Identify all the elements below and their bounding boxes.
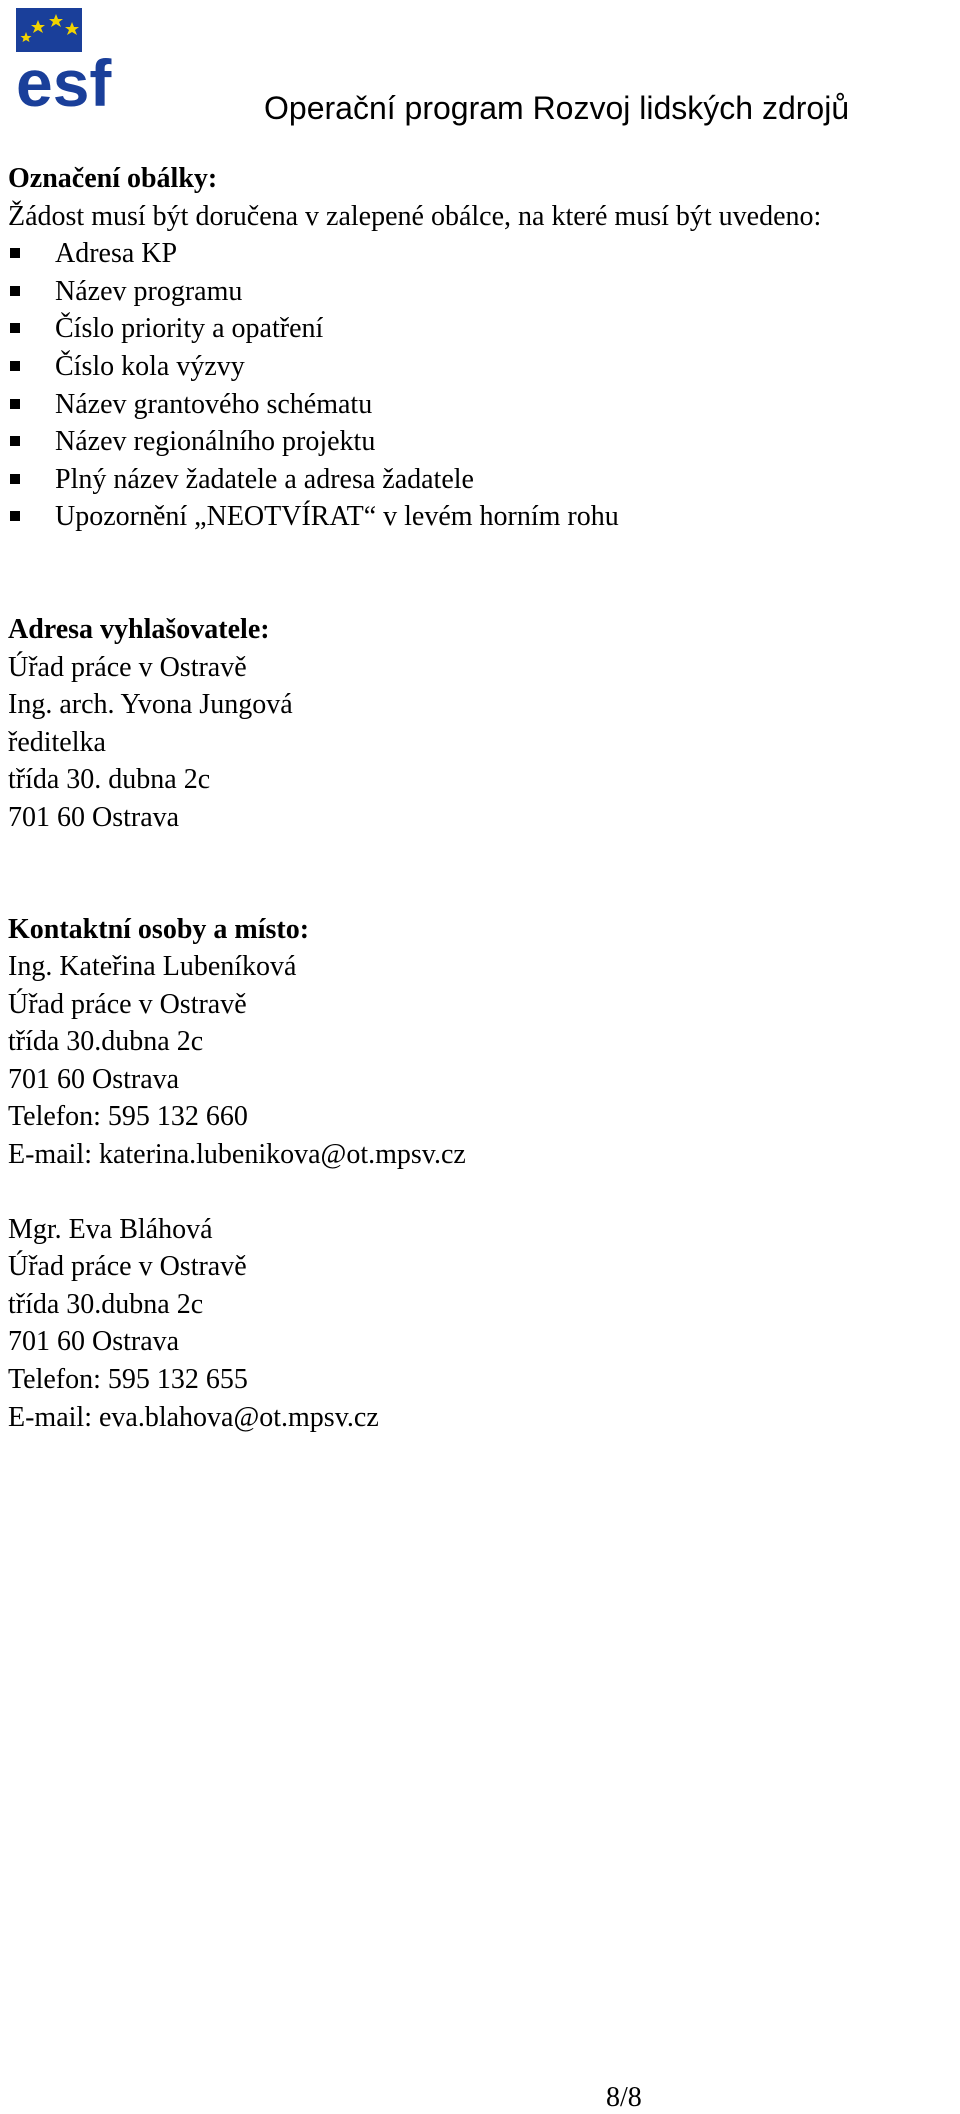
- svg-text:esf: esf: [16, 46, 112, 111]
- square-bullet-icon: [10, 399, 20, 409]
- document-body: [8, 160, 953, 1436]
- contact-phone: Telefon: 595 132 655: [8, 1364, 248, 1396]
- announcer-line: Úřad práce v Ostravě: [8, 651, 247, 683]
- square-bullet-icon: [10, 286, 20, 296]
- page-header: [0, 0, 960, 135]
- envelope-heading: Označení obálky:: [8, 163, 218, 194]
- square-bullet-icon: [10, 361, 20, 371]
- announcer-section: [8, 611, 953, 837]
- program-title: Operační program Rozvoj lidských zdrojů: [264, 90, 850, 126]
- list-item: Název grantového schématu: [8, 386, 953, 424]
- announcer-line: ředitelka: [8, 726, 106, 758]
- list-item: Plný název žadatele a adresa žadatele: [8, 461, 953, 499]
- square-bullet-icon: [10, 474, 20, 484]
- contact-line: třída 30.dubna 2c: [8, 1288, 204, 1320]
- envelope-intro: Žádost musí být doručena v zalepené obálce, na které musí být uvedeno:: [8, 200, 822, 232]
- envelope-section: [8, 160, 953, 536]
- list-item: Číslo priority a opatření: [8, 310, 953, 348]
- contact-line: Mgr. Eva Bláhová: [8, 1213, 213, 1245]
- contacts-section: [8, 911, 953, 1437]
- envelope-list: [8, 235, 953, 536]
- list-item: Upozornění „NEOTVÍRAT“ v levém horním rohu: [8, 498, 953, 536]
- contact-line: Ing. Kateřina Lubeníková: [8, 951, 297, 983]
- contact-email: E-mail: katerina.lubenikova@ot.mpsv.cz: [8, 1139, 466, 1171]
- contact-line: Úřad práce v Ostravě: [8, 1251, 247, 1283]
- square-bullet-icon: [10, 511, 20, 521]
- list-item: Číslo kola výzvy: [8, 348, 953, 386]
- list-item: Název programu: [8, 273, 953, 311]
- contact-line: Úřad práce v Ostravě: [8, 988, 247, 1020]
- list-item: Adresa KP: [8, 235, 953, 273]
- contact-line: 701 60 Ostrava: [8, 1326, 180, 1358]
- square-bullet-icon: [10, 323, 20, 333]
- contact-email: E-mail: eva.blahova@ot.mpsv.cz: [8, 1401, 379, 1433]
- square-bullet-icon: [10, 436, 20, 446]
- announcer-line: 701 60 Ostrava: [8, 801, 180, 833]
- contact-line: třída 30.dubna 2c: [8, 1026, 204, 1058]
- list-item: Název regionálního projektu: [8, 423, 953, 461]
- square-bullet-icon: [10, 248, 20, 258]
- announcer-line: třída 30. dubna 2c: [8, 764, 211, 796]
- contacts-heading: Kontaktní osoby a místo:: [8, 913, 310, 945]
- announcer-heading: Adresa vyhlašovatele:: [8, 613, 270, 645]
- esf-logo: [12, 6, 152, 111]
- contact-person-2: [8, 1211, 953, 1437]
- contact-person-1: [8, 948, 953, 1174]
- announcer-line: Ing. arch. Yvona Jungová: [8, 689, 293, 721]
- contact-line: 701 60 Ostrava: [8, 1063, 180, 1095]
- contact-phone: Telefon: 595 132 660: [8, 1101, 248, 1133]
- page-number: 8/8: [606, 2082, 642, 2113]
